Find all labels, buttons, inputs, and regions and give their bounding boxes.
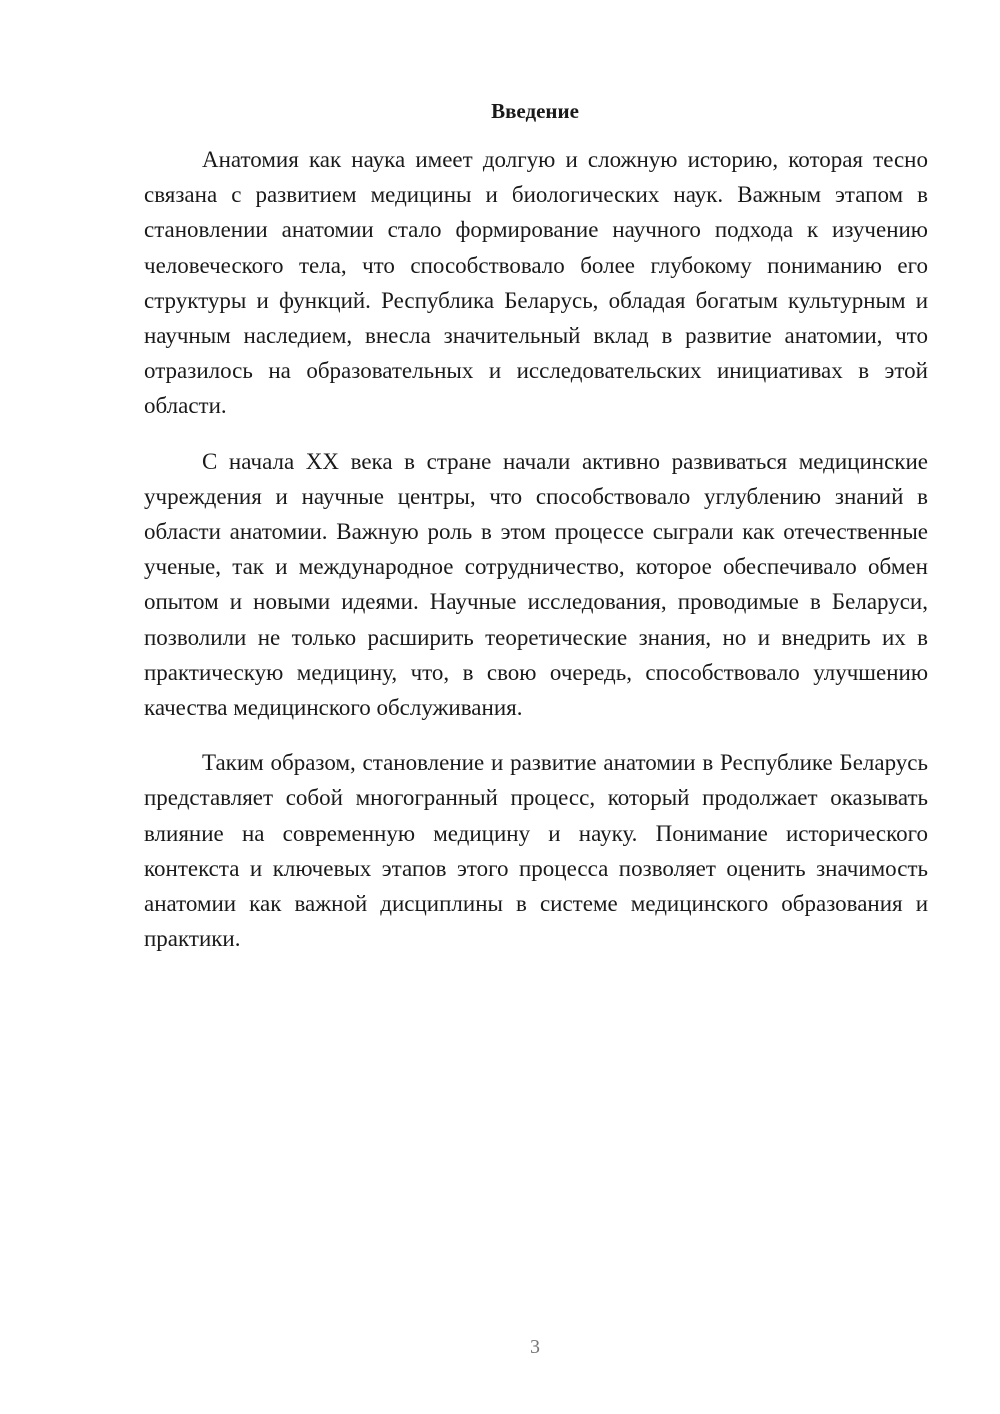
paragraph-1: Анатомия как наука имеет долгую и сложную историю, которая тесно связана с развитием медицины и биологических наук. Важным этапом в становлении анатомии стало формирование научного подхода к изучению человеческого тела, что способствовало более глубокому пониманию его структуры и функций. Республика Беларусь, обладая богатым культурным и научным наследием, внесла значительный вклад в развитие анатомии, что отразилось на образовательных и исследовательских инициативах в этой области. bbox=[144, 147, 928, 419]
body-text bbox=[144, 142, 928, 976]
page-number: 3 bbox=[530, 1336, 540, 1358]
paragraph-3: Таким образом, становление и развитие анатомии в Республике Беларусь представляет собой многогранный процесс, который продолжает оказывать влияние на современную медицину и науку. Понимание исторического контекста и ключевых этапов этого процесса позволяет оценить значимость анатомии как важной дисциплины в системе медицинского образования и практики. bbox=[144, 750, 928, 952]
section-heading: Введение bbox=[491, 99, 579, 123]
paragraph-2: С начала XX века в стране начали активно развиваться медицинские учреждения и научные центры, что способствовало углублению знаний в области анатомии. Важную роль в этом процессе сыграли как отечественные ученые, так и международное сотрудничество, которое обеспечивало обмен опытом и новыми идеями. Научные исследования, проводимые в Беларуси, позволили не только расширить теоретические знания, но и внедрить их в практическую медицину, что, в свою очередь, способствовало улучшению качества медицинского обслуживания. bbox=[144, 448, 928, 721]
